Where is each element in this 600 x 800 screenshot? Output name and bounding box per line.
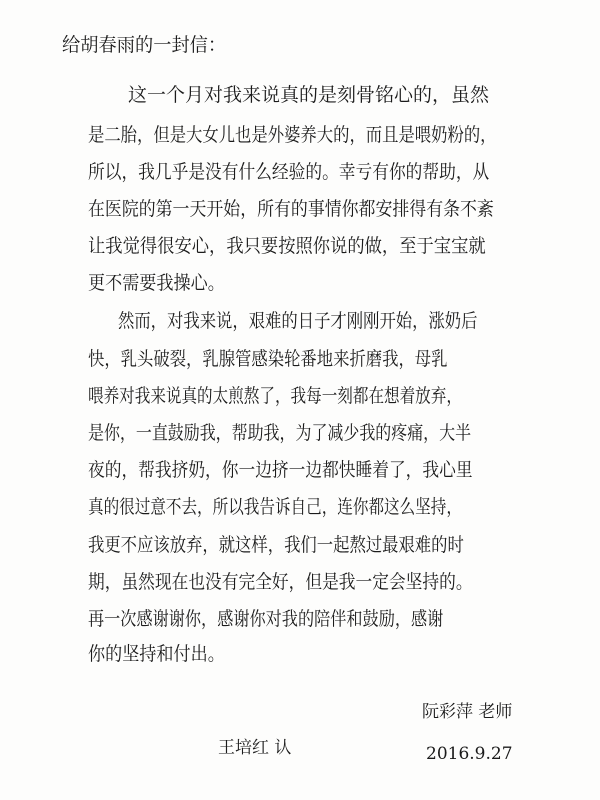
- letter-line: 喂养对我来说真的太煎熬了，我每一刻都在想着放弃，: [88, 385, 462, 407]
- letter-line: 我更不应该放弃，就这样，我们一起熬过最艰难的时: [88, 534, 464, 556]
- letter-line: 这一个月对我来说真的是刻骨铭心的，虽然: [128, 84, 490, 106]
- letter-line: 真的很过意不去，所以我告诉自己，连你都这么坚持，: [88, 496, 462, 518]
- letter-line: 所以，我几乎是没有什么经验的。幸亏有你的帮助，从: [88, 161, 490, 183]
- letter-line: 快，乳头破裂，乳腺管感染轮番地来折磨我，母乳: [88, 348, 448, 370]
- letter-line: 让我觉得很安心，我只要按照你说的做，至于宝宝就: [88, 235, 486, 257]
- letter-line: 是你，一直鼓励我，帮助我，为了减少我的疼痛，大半: [88, 422, 472, 444]
- letter-line: 在医院的第一天开始，所有的事情你都安排得有条不紊: [88, 198, 494, 220]
- author-name: 王培红 认: [218, 738, 292, 758]
- letter-date: 2016.9.27: [426, 744, 513, 764]
- letter-line: 更不需要我操心。: [88, 272, 225, 294]
- letter-line: 你的坚持和付出。: [88, 643, 225, 665]
- letter-line: 夜的，帮我挤奶，你一边挤一边都快睡着了，我心里: [88, 459, 473, 481]
- letter-line: 再一次感谢谢你，感谢你对我的陪伴和鼓励，感谢: [88, 608, 444, 630]
- signature-name: 阮彩萍 老师: [422, 702, 513, 722]
- letter-line: 然而，对我来说，艰难的日子才刚刚开始，涨奶后: [118, 310, 478, 332]
- letter-salutation: 给胡春雨的一封信：: [62, 34, 227, 56]
- letter-line: 是二胎，但是大女儿也是外婆养大的，而且是喂奶粉的，: [88, 124, 497, 146]
- letter-line: 期，虽然现在也没有完全好，但是我一定会坚持的。: [88, 571, 473, 593]
